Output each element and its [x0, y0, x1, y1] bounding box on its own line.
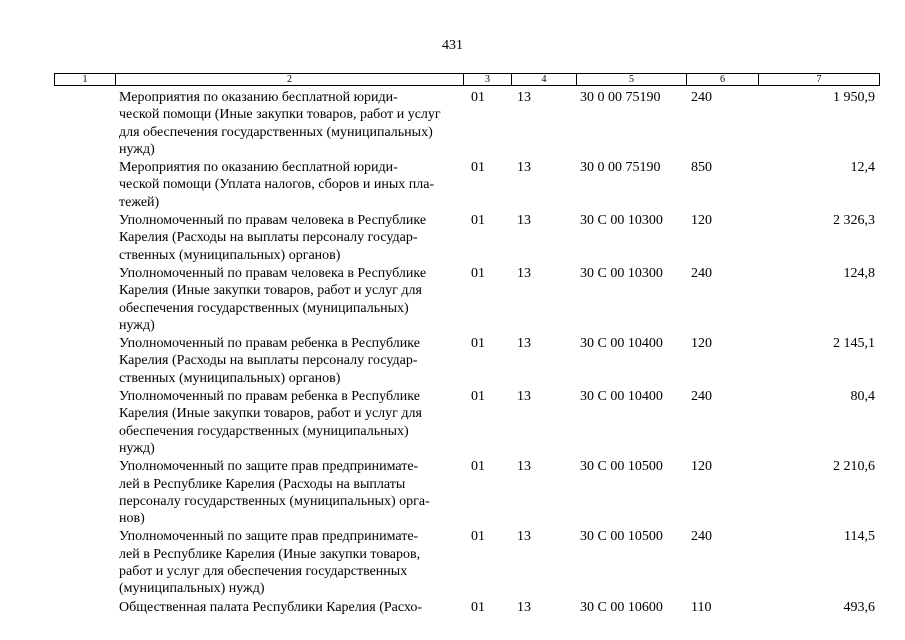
- row-expense-type: 850: [691, 160, 712, 176]
- row-expense-type: 240: [691, 389, 712, 405]
- row-section: 01: [471, 90, 485, 105]
- row-name: Мероприятия по оказанию бесплатной юриди- ческой помощи (Уплата налогов, сборов и иных пла- тежей): [119, 160, 435, 210]
- header-col-4: 4: [511, 74, 576, 85]
- table-row: [0, 335, 905, 387]
- row-section: 01: [471, 160, 485, 176]
- row-section: 01: [471, 599, 485, 615]
- row-expense-type: 120: [691, 336, 712, 352]
- table-row: [0, 159, 905, 211]
- row-target-article: 30 С 00 10500: [580, 459, 663, 475]
- row-amount: 1 950,9: [833, 90, 875, 105]
- row-section: 01: [471, 213, 485, 229]
- row-target-article: 30 С 00 10400: [580, 336, 663, 352]
- row-name: Общественная палата Республики Карелия (Расхо-: [119, 599, 423, 615]
- table-body: [0, 89, 905, 617]
- row-target-article: 30 0 00 75190: [580, 90, 661, 105]
- row-subsection: 13: [517, 213, 531, 229]
- table-row: [0, 458, 905, 527]
- row-subsection: 13: [517, 160, 531, 176]
- row-name: Уполномоченный по правам ребенка в Республике Карелия (Иные закупки товаров, работ и услуг для обеспечения государственных (муниципальных) нужд): [119, 389, 422, 456]
- row-expense-type: 120: [691, 213, 712, 229]
- row-expense-type: 240: [691, 529, 712, 545]
- row-expense-type: 240: [691, 265, 712, 281]
- row-subsection: 13: [517, 336, 531, 352]
- row-target-article: 30 С 00 10600: [580, 599, 663, 615]
- row-expense-type: 110: [691, 599, 712, 615]
- row-name: Уполномоченный по правам человека в Республике Карелия (Расходы на выплаты персоналу государ- ственных (муниципальных) органов): [119, 213, 427, 263]
- row-subsection: 13: [517, 265, 531, 281]
- row-amount: 2 326,3: [833, 213, 875, 229]
- page-number: 431: [442, 38, 463, 53]
- row-section: 01: [471, 389, 485, 405]
- row-name: Уполномоченный по правам ребенка в Республике Карелия (Расходы на выплаты персоналу государ- ственных (муниципальных) органов): [119, 336, 420, 386]
- row-expense-type: 120: [691, 459, 712, 475]
- row-target-article: 30 С 00 10300: [580, 265, 663, 281]
- row-target-article: 30 С 00 10300: [580, 213, 663, 229]
- header-col-3: 3: [463, 74, 511, 85]
- row-subsection: 13: [517, 389, 531, 405]
- row-section: 01: [471, 336, 485, 352]
- row-subsection: 13: [517, 599, 531, 615]
- row-name: Мероприятия по оказанию бесплатной юриди- ческой помощи (Иные закупки товаров, работ и услуг для обеспечения государственных (муниципальных) нужд): [119, 90, 441, 157]
- row-amount: 114,5: [844, 529, 875, 545]
- row-name: Уполномоченный по правам человека в Республике Карелия (Иные закупки товаров, работ и услуг для обеспечения государственных (муниципальных) нужд): [119, 265, 427, 333]
- row-amount: 12,4: [850, 160, 875, 176]
- row-target-article: 30 С 00 10500: [580, 529, 663, 545]
- table-row: [0, 388, 905, 457]
- row-amount: 2 210,6: [833, 459, 875, 475]
- header-col-7: 7: [758, 74, 879, 85]
- table-row: [0, 89, 905, 158]
- row-target-article: 30 0 00 75190: [580, 160, 661, 176]
- row-amount: 493,6: [843, 599, 875, 615]
- table-row: [0, 528, 905, 597]
- table-row: [0, 265, 905, 334]
- row-expense-type: 240: [691, 90, 712, 105]
- table-row: [0, 599, 905, 616]
- row-subsection: 13: [517, 529, 531, 545]
- header-col-2: 2: [115, 74, 463, 85]
- row-section: 01: [471, 459, 485, 475]
- header-col-6: 6: [686, 74, 758, 85]
- row-subsection: 13: [517, 90, 531, 105]
- header-col-5: 5: [576, 74, 686, 85]
- table-header: [54, 73, 880, 86]
- row-name: Уполномоченный по защите прав предпринимате- лей в Республике Карелия (Иные закупки товаров, работ и услуг для обеспечения государственных (муниципальных) нужд): [119, 529, 421, 597]
- row-section: 01: [471, 529, 485, 545]
- row-amount: 2 145,1: [833, 336, 875, 352]
- row-subsection: 13: [517, 459, 531, 475]
- row-name: Уполномоченный по защите прав предпринимате- лей в Республике Карелия (Расходы на выплаты персоналу государственных (муниципальных) орга- нов): [119, 459, 430, 527]
- header-col-1: 1: [82, 74, 88, 85]
- row-amount: 124,8: [843, 265, 875, 281]
- row-section: 01: [471, 265, 485, 281]
- row-target-article: 30 С 00 10400: [580, 389, 663, 405]
- table-row: [0, 212, 905, 264]
- row-amount: 80,4: [850, 389, 875, 405]
